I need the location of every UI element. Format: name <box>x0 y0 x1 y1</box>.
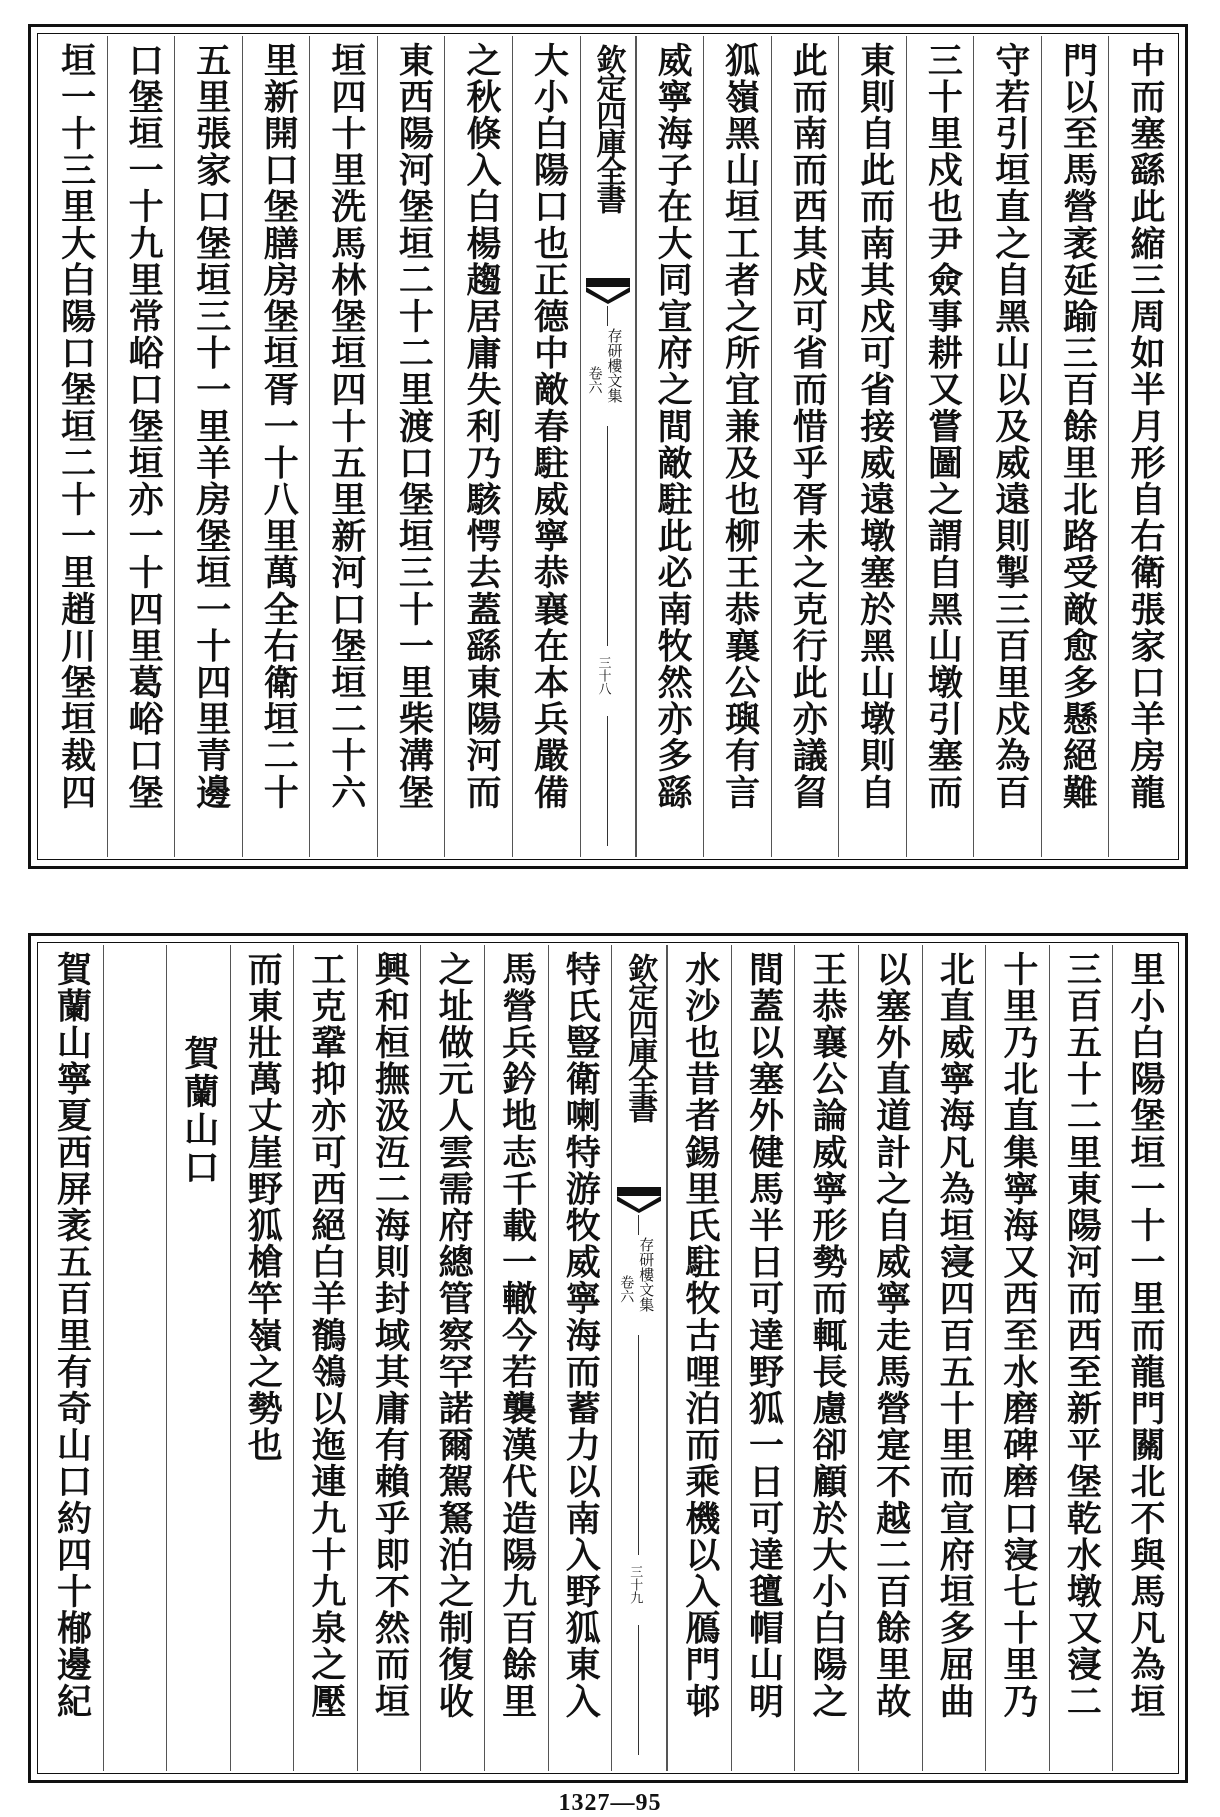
text-column: 東西陽河堡垣二十二里渡口堡垣三十一里柴溝堡 <box>377 36 445 857</box>
text-column: 水沙也昔者錫里氏駐牧古哩泊而乘機以入鴈門邨 <box>667 945 731 1771</box>
collection-title: 存研樓文集 <box>637 1237 656 1312</box>
text-column: 東則自此而南其戍可省接威遠墩塞於黑山墩則自 <box>838 36 906 857</box>
text-column: 垣一十三里大白陽口堡垣二十一里趙川堡垣裁四 <box>55 42 97 811</box>
library-title: 欽定四庫全書 <box>622 953 658 1121</box>
text-column: 口堡垣一十九里常峪口堡垣亦一十四里葛峪口堡 <box>107 36 175 857</box>
page-number: 1327—95 <box>558 1790 662 1816</box>
text-column: 北直威寧海凡為垣寖四百五十里而宣府垣多屈曲 <box>922 945 986 1771</box>
text-column: 興和桓撫汲沍二海則封域其庸有賴乎即不然而垣 <box>357 945 421 1771</box>
volume-number: 卷六 <box>618 1275 635 1303</box>
collection-title: 存研樓文集 <box>605 328 624 403</box>
text-column: 狐嶺黑山垣工者之所宜兼及也柳王恭襄公璵有言 <box>703 36 771 857</box>
fish-tail-mark-icon <box>617 1187 661 1213</box>
text-column: 賀蘭山寧夏西屏袤五百里有奇山口約四十㮋邊紀 <box>51 951 93 1720</box>
text-column: 間蓋以塞外健馬半日可達野狐一日可達氊帽山明 <box>731 945 795 1771</box>
section-heading-column: 賀蘭山口 <box>166 945 230 1771</box>
fold-line <box>607 716 608 846</box>
text-column: 之址做元人雲需府總管察罕諾爾駕駑泊之制復收 <box>420 945 484 1771</box>
fold-line <box>607 306 608 326</box>
text-column: 里小白陽堡垣一十一里而龍門關北不與馬凡為垣 <box>1112 945 1176 1771</box>
text-column: 五里張家口堡垣三十一里羊房堡垣一十四里青邊 <box>174 36 242 857</box>
fish-tail-mark-icon <box>586 278 630 304</box>
text-column: 王恭襄公論威寧形勢而輒長慮卻顧於大小白陽之 <box>794 945 858 1771</box>
text-column: 里新開口堡膳房堡垣胥一十八里萬全右衛垣二十 <box>242 36 310 857</box>
fold-line <box>638 1215 639 1235</box>
text-column: 工克鞏抑亦可西絕白羊鶺鴒以迤連九十九泉之壓 <box>293 945 357 1771</box>
leaf-number: 三十八 <box>595 656 611 695</box>
text-column: 以塞外直道計之自威寧走馬營寔不越二百餘里故 <box>858 945 922 1771</box>
text-column: 威寧海子在大同宣府之間敵駐此必南牧然亦多繇 <box>636 36 704 857</box>
text-column: 特氏豎衛喇特游牧威寧海而蓄力以南入野狐東入 <box>548 945 612 1771</box>
text-column: 此而南而西其戍可省而惜乎胥未之克行此亦議䀜 <box>771 36 839 857</box>
text-column: 之秋倏入白楊趨居庸失利乃駭愕去蓋繇東陽河而 <box>444 36 512 857</box>
center-fold <box>611 945 667 1771</box>
text-column: 馬營兵鈐地志千載一轍今若襲漢代造陽九百餘里 <box>484 945 548 1771</box>
volume-number: 卷六 <box>586 366 603 394</box>
text-column: 守若引垣直之自黑山以及威遠則掣三百里戍為百 <box>973 36 1041 857</box>
text-column: 垣四十里洗馬林堡垣四十五里新河口堡垣二十六 <box>309 36 377 857</box>
text-columns <box>40 36 1176 857</box>
library-title: 欽定四庫全書 <box>590 44 626 212</box>
text-columns <box>40 945 1176 1771</box>
fold-line <box>638 1625 639 1755</box>
blank-column <box>103 945 167 1771</box>
fold-line <box>638 1335 639 1555</box>
page-bottom <box>28 933 1188 1783</box>
leaf-number: 三十九 <box>627 1565 643 1604</box>
text-column: 十里乃北直集寧海又西至水磨碑磨口寖七十里乃 <box>985 945 1049 1771</box>
text-column: 三百五十二里東陽河而西至新平堡乾水墩又寖二 <box>1049 945 1113 1771</box>
text-column: 門以至馬營袤延踰三百餘里北路受敵愈多懸絕難 <box>1041 36 1109 857</box>
fold-line <box>607 426 608 646</box>
center-fold <box>580 36 636 857</box>
text-column: 中而塞繇此縮三周如半月形自右衛張家口羊房龍 <box>1108 36 1176 857</box>
page-top <box>28 24 1188 869</box>
text-column: 大小白陽口也正德中敵春駐威寧恭襄在本兵嚴備 <box>512 36 580 857</box>
text-column: 而東壯萬丈崖野狐槍竿嶺之勢也 <box>230 945 294 1771</box>
text-column: 三十里戍也尹僉事耕又嘗圖之謂自黑山墩引塞而 <box>906 36 974 857</box>
